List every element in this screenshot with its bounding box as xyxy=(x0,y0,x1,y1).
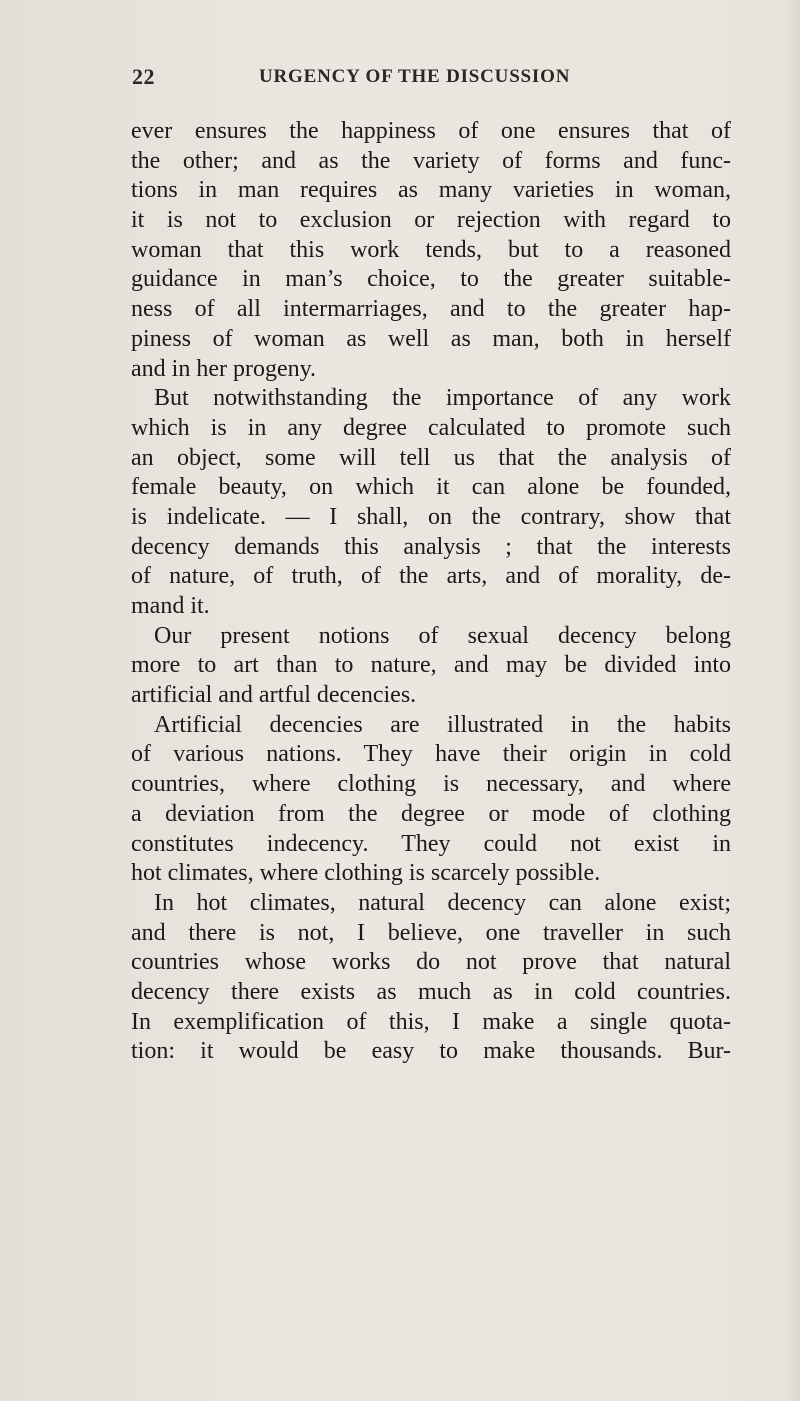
text-line: a deviation from the degree or mode of clothing xyxy=(131,800,731,827)
text-line: an object, some will tell us that the analysis of xyxy=(131,444,731,471)
text-line: hot climates, where clothing is scarcely possible. xyxy=(131,860,601,887)
text-line: guidance in man’s choice, to the greater suitable- xyxy=(131,266,731,293)
page-edge-shadow xyxy=(786,0,800,1401)
running-head xyxy=(132,64,692,92)
text-line: female beauty, on which it can alone be founded, xyxy=(131,474,731,501)
text-line: and there is not, I believe, one traveller in such xyxy=(131,919,731,946)
text-line: ness of all intermarriages, and to the greater hap- xyxy=(131,296,731,323)
text-line: countries, where clothing is necessary, and where xyxy=(131,771,731,798)
text-line: and in her progeny. xyxy=(131,355,317,382)
text-line: countries whose works do not prove that natural xyxy=(131,949,731,976)
page-number: 22 xyxy=(132,64,155,89)
text-line: of nature, of truth, of the arts, and of morality, de- xyxy=(131,563,731,590)
paragraph-start-line: Artificial decencies are illustrated in the habits xyxy=(154,711,731,738)
text-line: tion: it would be easy to make thousands. Bur- xyxy=(131,1038,731,1065)
text-line: In exemplification of this, I make a single quota- xyxy=(131,1008,731,1035)
text-line: artificial and artful decencies. xyxy=(131,682,417,709)
paragraph-start-line: In hot climates, natural decency can alone exist; xyxy=(154,889,731,916)
text-line: of various nations. They have their origin in cold xyxy=(131,741,731,768)
text-line: mand it. xyxy=(131,593,210,619)
body-text xyxy=(131,117,731,1067)
text-line: which is in any degree calculated to promote such xyxy=(131,414,731,441)
text-line: more to art than to nature, and may be divided into xyxy=(131,652,731,679)
text-line: ever ensures the happiness of one ensures that of xyxy=(131,118,731,144)
running-title: URGENCY OF THE DISCUSSION xyxy=(259,66,571,87)
text-line: decency demands this analysis ; that the interests xyxy=(131,533,731,560)
text-line: constitutes indecency. They could not exist in xyxy=(131,830,731,857)
text-line: tions in man requires as many varieties in woman, xyxy=(131,177,731,204)
text-line: the other; and as the variety of forms and func- xyxy=(131,147,731,174)
paragraph-start-line: But notwithstanding the importance of any work xyxy=(154,385,731,412)
text-line: piness of woman as well as man, both in herself xyxy=(131,325,731,352)
paragraph-start-line: Our present notions of sexual decency belong xyxy=(154,622,731,649)
text-line: it is not to exclusion or rejection with regard to xyxy=(131,207,731,234)
text-line: is indelicate. — I shall, on the contrary, show that xyxy=(131,503,731,530)
text-line: decency there exists as much as in cold countries. xyxy=(131,978,731,1005)
text-line: woman that this work tends, but to a reasoned xyxy=(131,236,731,263)
